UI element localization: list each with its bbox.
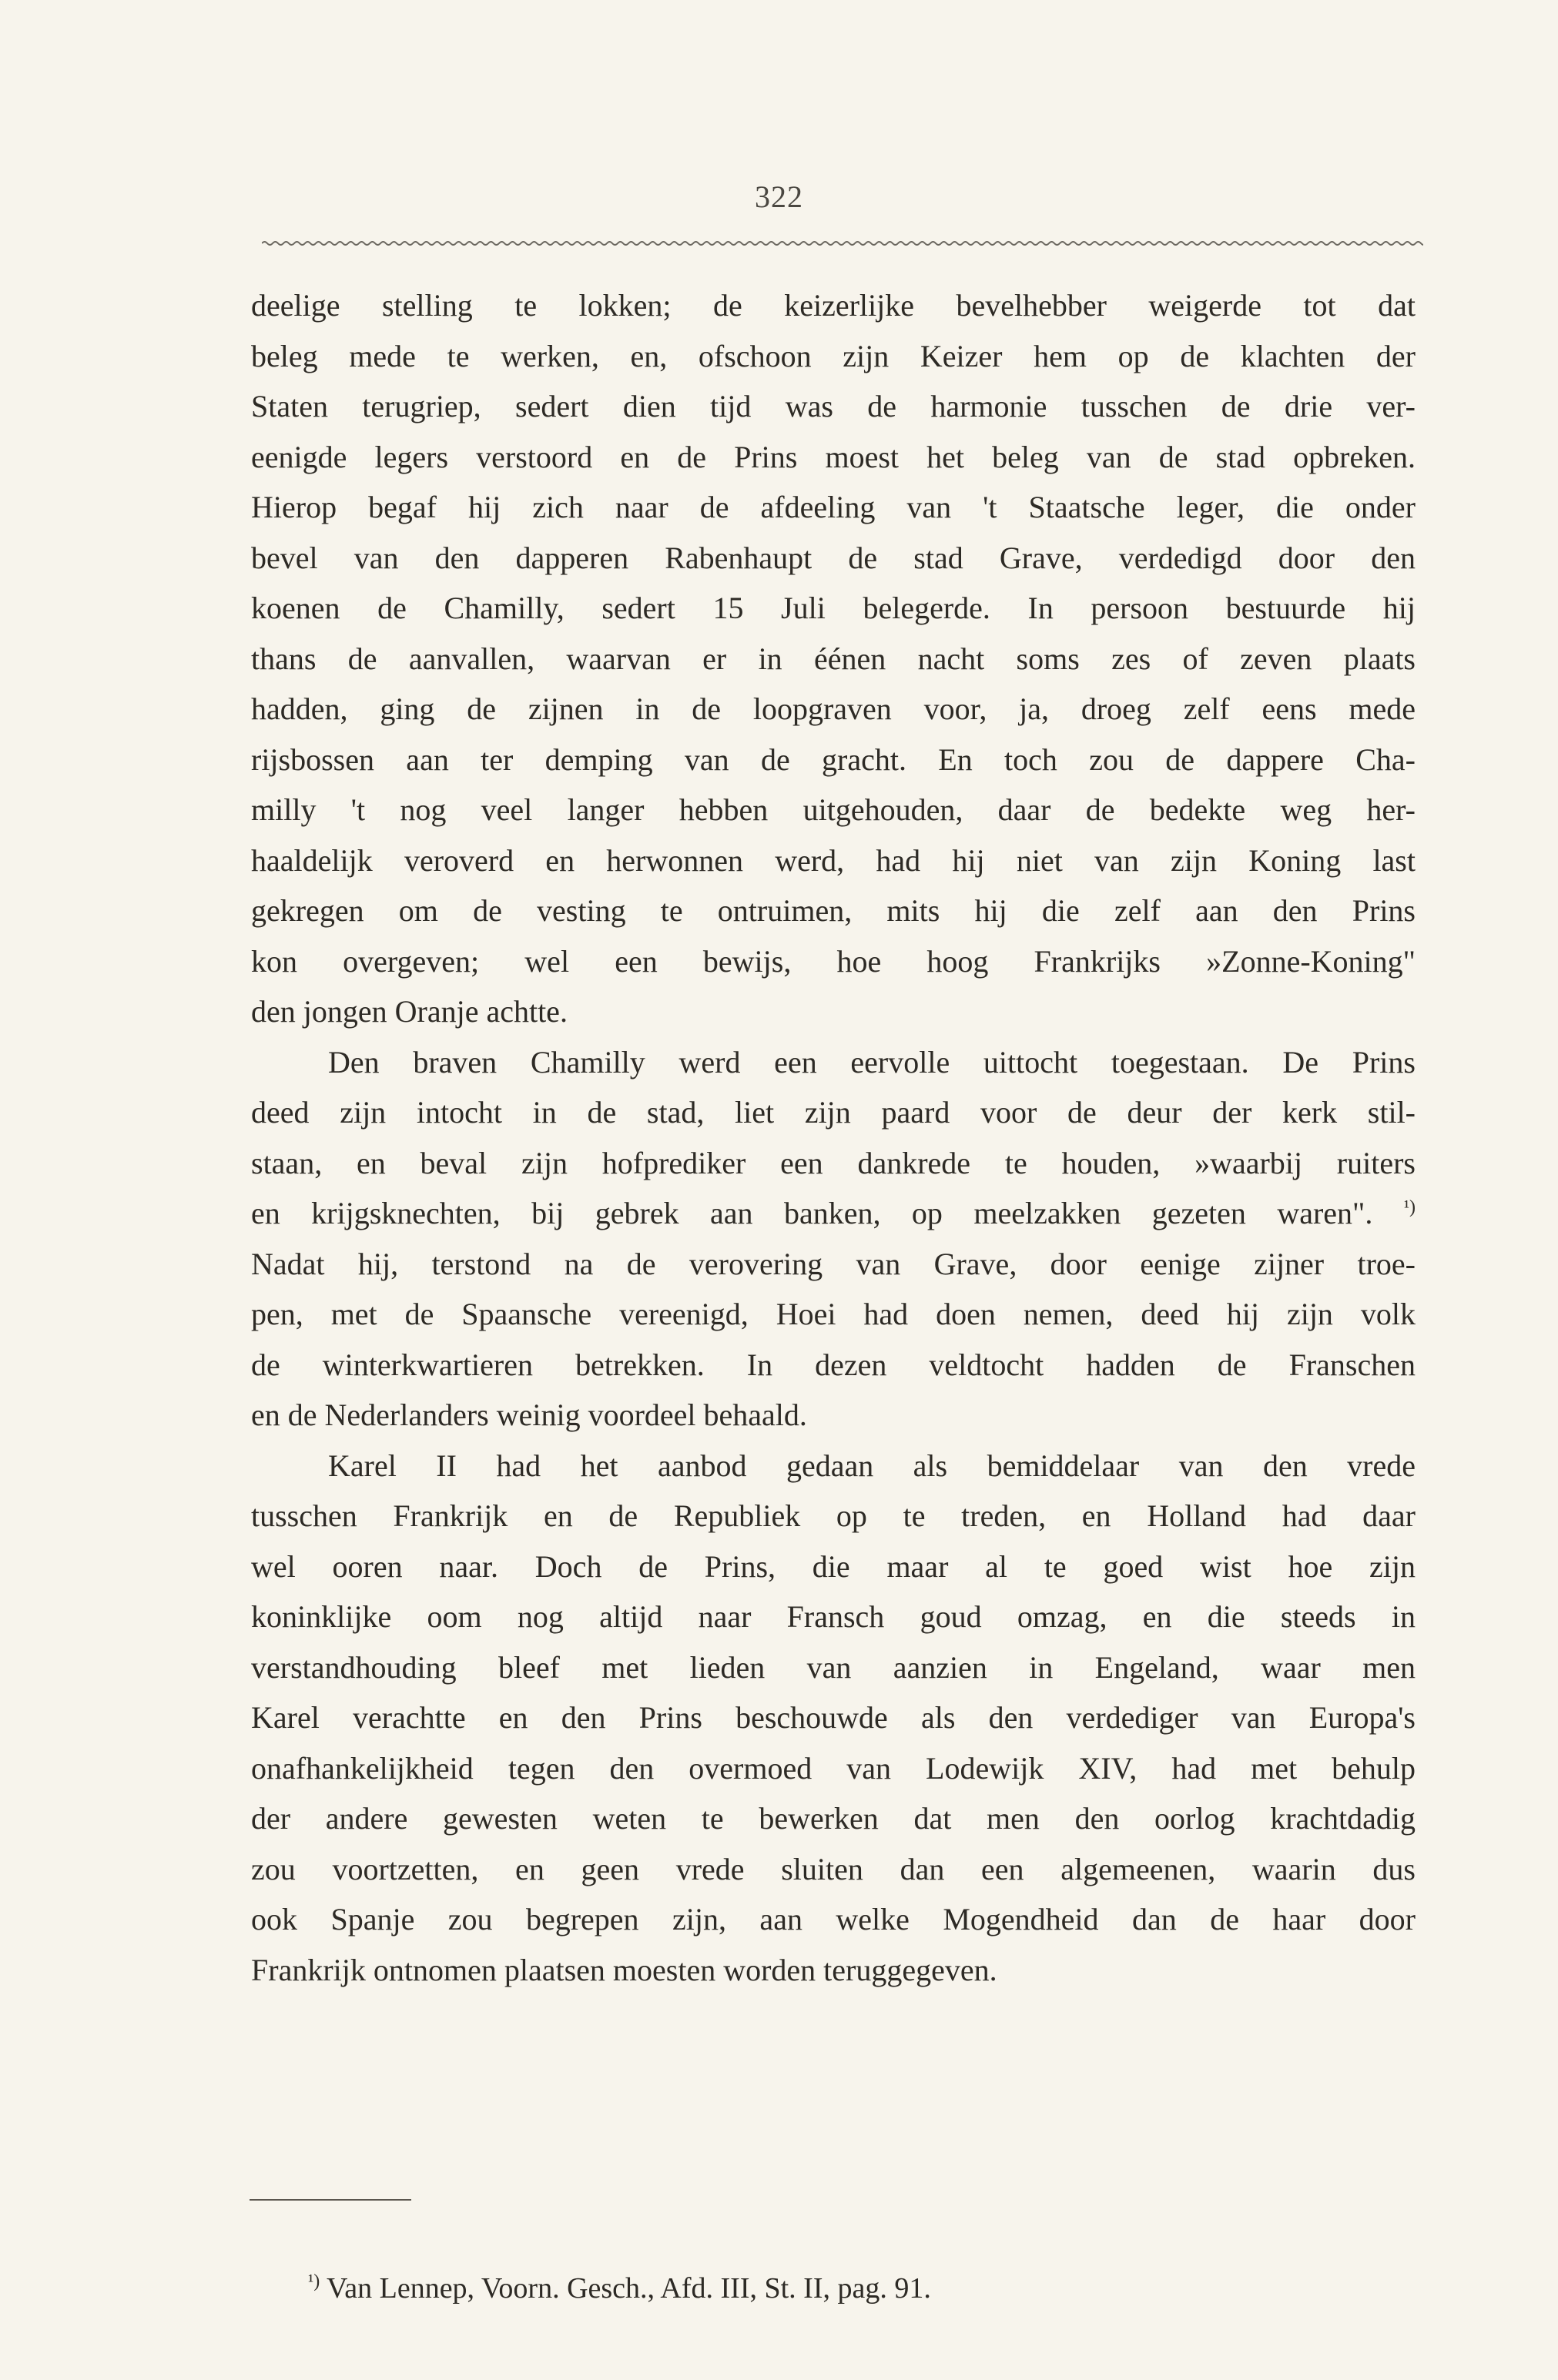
text-line: rijsbossen aan ter demping van de gracht. En toch zou de dappere Cha- <box>251 741 1416 777</box>
body-text <box>251 280 1416 1995</box>
footnote-separator <box>250 2199 411 2201</box>
text-line: en de Nederlanders weinig voordeel behaald. <box>251 1398 807 1432</box>
page-number: 322 <box>755 179 803 214</box>
footnote-text: Van Lennep, Voorn. Gesch., Afd. III, St. II, pag. 91. <box>327 2272 931 2305</box>
footnote-marker: ¹) <box>308 2271 320 2291</box>
text-line: Frankrijk ontnomen plaatsen moesten worden teruggegeven. <box>251 1952 997 1987</box>
text-line: ook Spanje zou begrepen zijn, aan welke Mogendheid dan de haar door <box>251 1902 1416 1936</box>
footnote <box>308 2271 931 2305</box>
text-line: Den braven Chamilly werd een eervolle uittocht toegestaan. De Prins <box>328 1044 1416 1080</box>
text-line: zou voortzetten, en geen vrede sluiten dan een algemeenen, waarin dus <box>251 1851 1416 1886</box>
text-line: pen, met de Spaansche vereenigd, Hoei had doen nemen, deed hij zijn volk <box>251 1297 1416 1331</box>
text-line: deelige stelling te lokken; de keizerlijke bevelhebber weigerde tot dat <box>251 288 1416 323</box>
text-line-with-footnote <box>251 1188 1416 1239</box>
text-line: wel ooren naar. Doch de Prins, die maar al te goed wist hoe zijn <box>251 1548 1416 1584</box>
text-line: bevel van den dapperen Rabenhaupt de stad Grave, verdedigd door den <box>251 540 1416 575</box>
text-line: Karel verachtte en den Prins beschouwde als den verdediger van Europa's <box>251 1700 1416 1735</box>
text-line: koenen de Chamilly, sedert 15 Juli belegerde. In persoon bestuurde hij <box>251 591 1416 625</box>
text-line: hadden, ging de zijnen in de loopgraven voor, ja, droeg zelf eens mede <box>251 691 1416 726</box>
text-line: haaldelijk veroverd en herwonnen werd, had hij niet van zijn Koning last <box>251 842 1416 878</box>
text-line: onafhankelijkheid tegen den overmoed van Lodewijk XIV, had met behulp <box>251 1750 1416 1786</box>
text-line: Staten terugriep, sedert dien tijd was de harmonie tusschen de drie ver- <box>251 389 1416 423</box>
text-line: gekregen om de vesting te ontruimen, mits hij die zelf aan den Prins <box>251 893 1416 928</box>
text-line: deed zijn intocht in de stad, liet zijn paard voor de deur der kerk stil- <box>251 1095 1416 1130</box>
text-line: beleg mede te werken, en, ofschoon zijn Keizer hem op de klachten der <box>251 338 1416 373</box>
text-line: verstandhouding bleef met lieden van aanzien in Engeland, waar men <box>251 1649 1416 1685</box>
text-line: milly 't nog veel langer hebben uitgehouden, daar de bedekte weg her- <box>251 792 1416 827</box>
text-line: Hierop begaf hij zich naar de afdeeling van 't Staatsche leger, die onder <box>251 490 1416 524</box>
text-line: tusschen Frankrijk en de Republiek op te treden, en Holland had daar <box>251 1498 1416 1533</box>
text-line: koninklijke oom nog altijd naar Fransch goud omzag, en die steeds in <box>251 1599 1416 1634</box>
text-line: Nadat hij, terstond na de verovering van Grave, door eenige zijner troe- <box>251 1246 1416 1281</box>
footnote-reference[interactable]: ¹) <box>1403 1197 1416 1217</box>
text-line: kon overgeven; wel een bewijs, hoe hoog Frankrijks »Zonne-Koning" <box>251 943 1416 979</box>
wavy-header-rule <box>262 236 1423 251</box>
text-line: den jongen Oranje achtte. <box>251 994 568 1029</box>
text-line: Karel II had het aanbod gedaan als bemiddelaar van den vrede <box>328 1448 1416 1483</box>
text-line: eenigde legers verstoord en de Prins moest het beleg van de stad opbreken. <box>251 439 1416 474</box>
text-line: staan, en beval zijn hofprediker een dankrede te houden, »waarbij ruiters <box>251 1145 1416 1180</box>
line-text: en krijgsknechten, bij gebrek aan banken, op meelzakken gezeten waren". <box>251 1196 1373 1230</box>
text-line: de winterkwartieren betrekken. In dezen veldtocht hadden de Franschen <box>251 1347 1416 1382</box>
text-line: thans de aanvallen, waarvan er in éénen nacht soms zes of zeven plaats <box>251 641 1416 676</box>
text-line: der andere gewesten weten te bewerken dat men den oorlog krachtdadig <box>251 1801 1416 1836</box>
